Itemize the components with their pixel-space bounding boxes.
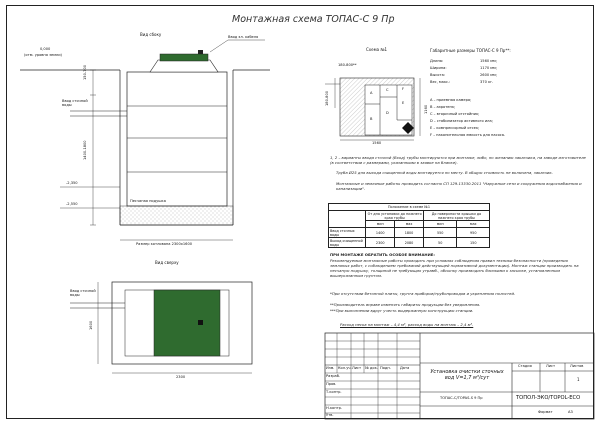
spec-height-value: 2600 мм;: [480, 73, 497, 77]
stamp-format-value: А3: [568, 410, 573, 414]
table-unit: мах: [395, 221, 424, 228]
stamp-col-sheet: Лист: [352, 366, 362, 370]
stamp-company: ТОПОЛ-ЭКО/TOPOL-ECO: [516, 395, 581, 401]
cell-c: C: [386, 88, 389, 92]
spec-weight-value: 370 кг.: [480, 80, 494, 84]
spec-width-key: Ширина:: [430, 66, 447, 70]
attention-heading: ПРИ МОНТАЖЕ ОБРАТИТЬ ОСОБОЕ ВНИМАНИЕ:: [330, 252, 435, 257]
pit-size-label: Размер котлована 2300х1600: [136, 242, 193, 246]
attention-extra-1: *При отсутствии бетонной плиты, грунта приборов/трубопроводов и укрепления полостей.: [330, 291, 516, 296]
spec-length-value: 1560 мм;: [480, 59, 497, 63]
table-unit: мах: [457, 221, 490, 228]
ground-level-note: (отм. уровня земли): [24, 53, 62, 57]
level-a: -2,350: [66, 181, 78, 185]
stamp-sheet-label: Лист: [546, 364, 556, 368]
stamp-product: Установка очистки сточных вод V=1,7 м³/сут: [430, 369, 504, 381]
cell-f: F: [402, 87, 405, 91]
table-header-top: До поверхности крышки до нижнего края трубы: [423, 211, 489, 221]
level-b: -2,550: [66, 202, 78, 206]
stamp-col-date: Дата: [400, 366, 410, 370]
table-row-label: Выход очищенной воды: [329, 238, 366, 248]
attention-extra-3: ***При выполнении вдруг учесть выдержанную конструкцию станции.: [330, 308, 474, 313]
legend-d: D – стабилизатор активного ила;: [430, 119, 493, 123]
table-cell: 2080: [395, 238, 424, 248]
stamp-role-approve: Утв.: [326, 413, 334, 417]
spec-width-value: 1170 мм;: [480, 66, 497, 70]
table-cell: 550: [423, 228, 457, 238]
table-cell: 50: [423, 238, 457, 248]
cell-d: D: [386, 111, 389, 115]
legend-c: C – вторичный отстойник;: [430, 112, 480, 116]
scheme-label: Схема №1: [366, 47, 388, 52]
cell-a: A: [370, 91, 373, 95]
sand-cushion-label: Песчаная подушка: [130, 199, 166, 203]
table-row-label: Ввод сточных воды: [329, 228, 366, 238]
top-view-label: Вид сверху: [155, 260, 179, 265]
table-cell: 950: [457, 228, 490, 238]
note-1: 1, 2 – варианты ввода сточной (Вход) трубы монтируются при монтаже, либо, по желанию заказчика, на заводе изготовителе (в соответствии с размерами, указанными в заявке на бланке).: [330, 155, 586, 166]
table-cell: 2300: [366, 238, 395, 248]
stamp-col-count: Кол.уч.: [338, 366, 352, 370]
scheme-dim-bottom: 1560: [372, 141, 382, 145]
legend-f: F – накопительная емкость для насоса.: [430, 133, 506, 137]
top-dim-width: 2300: [176, 375, 186, 379]
table-unit: мин: [366, 221, 395, 228]
cell-b: B: [370, 117, 373, 121]
note-3: Монтажные и земляные работы проводить согласно СП 129.13330.2011 "Наружные сети и сооружения водоснабжения и канализации".: [336, 181, 582, 192]
stamp-col-change: Изм.: [326, 366, 335, 370]
table-cell: 150: [457, 238, 490, 248]
scheme-dim-left: 180-800: [325, 90, 329, 106]
top-dim-height: 1600: [89, 320, 93, 330]
stamp-format-label: Формат: [538, 410, 553, 414]
inlet-label: Ввод сточной воды: [62, 99, 88, 107]
spec-weight-key: Вес, макс.:: [430, 80, 451, 84]
note-2: Труба Ø25 для выхода очищенной воды монтируется по месту. В общую стоимость не включена, заказчик.: [336, 170, 553, 175]
table-cell: 1400: [366, 228, 395, 238]
side-view-label: Вид сбоку: [140, 32, 162, 37]
stamp-role-dev: Разраб.: [326, 374, 341, 378]
cable-inlet-label: Ввод эл. кабеля: [228, 35, 259, 39]
scheme-dim-top: 180-800**: [338, 63, 357, 67]
legend-a: A – приемная камера;: [430, 98, 472, 102]
spec-height-key: Высота:: [430, 73, 445, 77]
specs-heading: Габаритные размеры ТОПАС-С 9 Пр**:: [430, 48, 511, 53]
ground-level-value: 0,000: [40, 47, 51, 51]
attention-footer: Расход песка на монтаж – 4,4 м³, расход воды на монтаж – 2,4 м³.: [340, 322, 474, 327]
stamp-col-doc: № док.: [365, 366, 378, 370]
legend-b: B – аэротенк;: [430, 105, 456, 109]
dim-top-depth: 150-700: [83, 64, 87, 80]
table-header-bottom: От дна установки до нижнего края трубы: [367, 211, 422, 220]
legend-e: E – компрессорный отсек;: [430, 126, 480, 130]
stamp-code: ТОПАС-С/TOPAS-S 9 Пр: [440, 396, 483, 400]
stamp-role-check: Пров.: [326, 382, 337, 386]
stamp-stage-label: Стадия: [518, 364, 532, 368]
table-caption: Положение в схеме №1: [329, 204, 490, 211]
page-title: Монтажная схема ТОПАС-С 9 Пр: [232, 14, 395, 25]
table-cell: 1800: [395, 228, 424, 238]
scheme-dim-right: 1160: [424, 104, 428, 114]
top-inlet-label: Ввод сточной воды: [70, 289, 96, 297]
stamp-sheets-value: 1: [577, 377, 580, 382]
stamp-role-tcontrol: Т.контр.: [326, 390, 342, 394]
stamp-role-ncontrol: Н.контр.: [326, 406, 343, 410]
spec-length-key: Длина:: [430, 59, 444, 63]
table-unit: мин: [423, 221, 457, 228]
dim-depth: 1400-1800: [83, 140, 87, 160]
cell-e: E: [402, 101, 405, 105]
attention-extra-2: **Производитель вправе изменять габариты продукции без уведомления.: [330, 302, 481, 307]
attention-body: Рекомендуемые монтажные работы проводить при условиях соблюдения правил техники безопасности (проведения земляных работ, с соблюдением требований действующей нормативной документации). Монтаж станции производить на песчаную подушку, толщиной не требующих утрамб., обсыпку производить близкими к засыпке, установленным вышеуказанным грунтом.: [330, 258, 579, 279]
stamp-sheets-label: Листов: [570, 364, 584, 368]
stamp-col-sign: Подп.: [380, 366, 391, 370]
